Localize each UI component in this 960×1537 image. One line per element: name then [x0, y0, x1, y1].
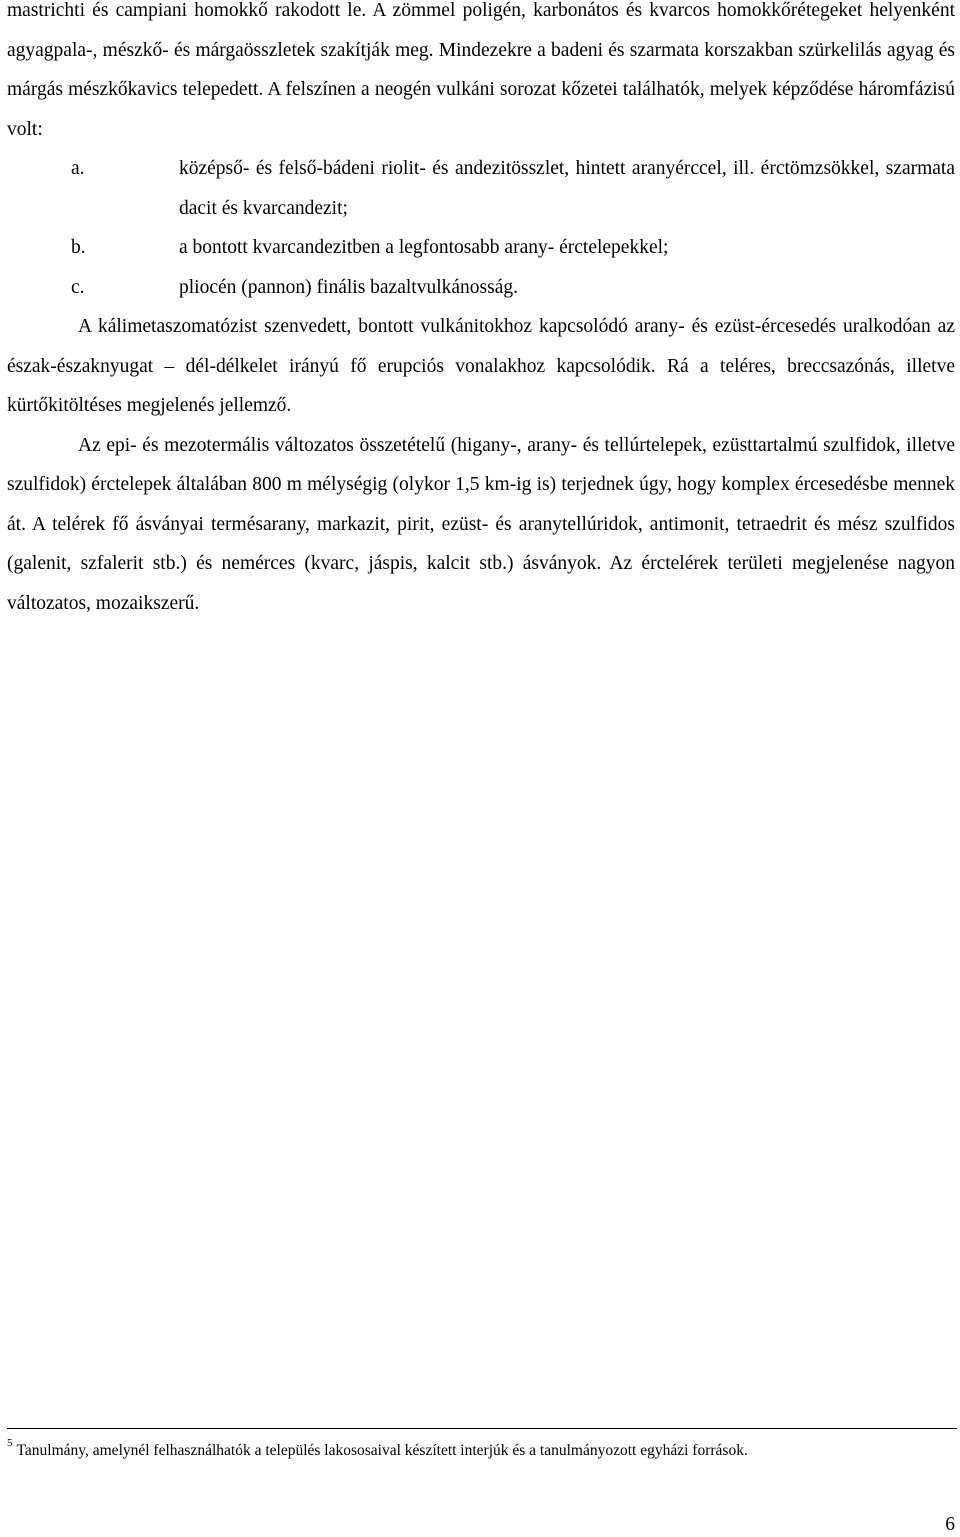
- paragraph-ore-deposits: Az epi- és mezotermális változatos összetételű (higany-, arany- és tellúrtelepek, ezüsttartalmú szulfidok, illetve szulfidok) érctelepek általában 800 m mélységig (olykor 1,5 km-ig is) terjednek úgy, hogy komplex ércesedésbe mennek át. A telérek fő ásványai termésarany, markazit, pirit, ezüst- és aranytellúridok, antimonit, tetraedrit és mész szulfidos (galenit, szfalerit stb.) és nemérces (kvarc, jáspis, kalcit stb.) ásványok. Az érctelérek területi megjelenése nagyon változatos, mozaikszerű.: [7, 434, 955, 614]
- paragraph-mineralization: A kálimetaszomatózist szenvedett, bontott vulkánitokhoz kapcsolódó arany- és ezüst-ércesedés uralkodóan az észak-északnyugat – dél-délkelet irányú fő erupciós vonalakhoz kapcsolódik. Rá a teléres, breccsazónás, illetve kürtőkitöltéses megjelenés jellemző.: [7, 316, 955, 416]
- intro-paragraph: mastrichti és campiani homokkő rakodott le. A zömmel poligén, karbonátos és kvarcos homokkőrétegeket helyenként agyagpala-, mészkő- és márgaösszletek szakítják meg. Mindezekre a badeni és szarmata korszakban szürkelilás agyag és márgás mészkőkavics telepedett. A felszínen a neogén vulkáni sorozat kőzetei találhatók, melyek képződése háromfázisú volt:: [7, 0, 955, 140]
- footnote-divider: [7, 1428, 957, 1429]
- list-item-text: középső- és felső-bádeni riolit- és andezitösszlet, hintett aranyérccel, ill. érctömzsökkel, szarmata dacit és kvarcandezit;: [179, 158, 955, 219]
- list-item: [7, 268, 955, 308]
- list-item: [7, 149, 955, 228]
- footnote-text: Tanulmány, amelynél felhasználhatók a település lakososaival készített interjúk és a tanulmányozott egyházi források.: [16, 1442, 748, 1460]
- footnote-number: 5: [7, 1437, 13, 1449]
- list-item-text: a bontott kvarcandezitben a legfontosabb arany- érctelepekkel;: [179, 237, 669, 258]
- footnote: [7, 1436, 955, 1461]
- body-text: [7, 0, 955, 623]
- list-marker: c.: [71, 276, 85, 298]
- list-item: [7, 228, 955, 268]
- phase-list: [7, 149, 955, 307]
- list-marker: b.: [71, 237, 86, 258]
- list-item-text: pliocén (pannon) finális bazaltvulkánosság.: [179, 276, 518, 298]
- page-number: 6: [945, 1514, 955, 1535]
- list-marker: a.: [71, 158, 85, 179]
